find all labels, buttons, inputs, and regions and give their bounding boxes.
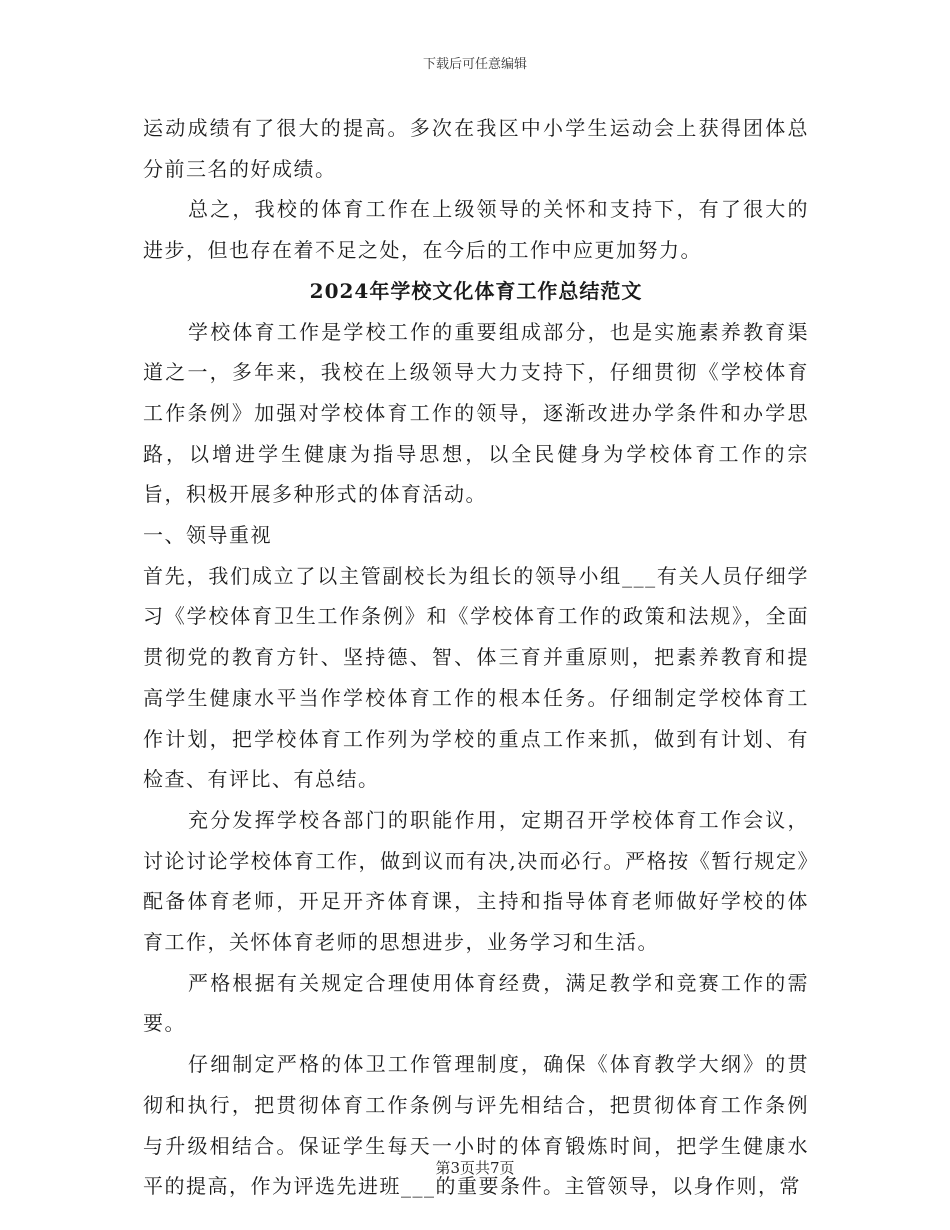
paragraph: 严格根据有关规定合理使用体育经费，满足教学和竞赛工作的需要。 bbox=[143, 970, 809, 1036]
section-heading: 一、领导重视 bbox=[143, 523, 272, 548]
page-number: 第3页共7页 bbox=[435, 1159, 515, 1177]
section-title: 2024年学校文化体育工作总结范文 bbox=[309, 278, 643, 303]
paragraph: 学校体育工作是学校工作的重要组成部分，也是实施素养教育渠道之一，多年来，我校在上级领导大力支持下，仔细贯彻《学校体育工作条例》加强对学校体育工作的领导，逐渐改进办学条件和办学思路，以增进学生健康为指导思想，以全民健身为学校体育工作的宗旨，积极开展多种形式的体育活动。 bbox=[143, 319, 809, 507]
paragraph: 运动成绩有了很大的提高。多次在我区中小学生运动会上获得团体总分前三名的好成绩。 bbox=[143, 116, 809, 181]
paragraph: 总之，我校的体育工作在上级领导的关怀和支持下，有了很大的进步，但也存在着不足之处，在今后的工作中应更加努力。 bbox=[143, 197, 809, 263]
header-note: 下载后可任意编辑 bbox=[422, 57, 527, 72]
paragraph: 仔细制定严格的体卫工作管理制度，确保《体育教学大纲》的贯彻和执行，把贯彻体育工作条例与评先相结合，把贯彻体育工作条例与升级相结合。保证学生每天一小时的体育锻炼时间，把学生健康水平的提高，作为评选先进班___的重要条件。主管领导，以身作则，常 bbox=[143, 1052, 809, 1199]
document-body bbox=[143, 108, 809, 1207]
paragraph: 充分发挥学校各部门的职能作用，定期召开学校体育工作会议，讨论讨论学校体育工作，做到议而有决,决而必行。严格按《暂行规定》配备体育老师，开足开齐体育课，主持和指导体育老师做好学校的体育工作，关怀体育老师的思想进步，业务学习和生活。 bbox=[143, 807, 809, 955]
paragraph: 首先，我们成立了以主管副校长为组长的领导小组___有关人员仔细学习《学校体育卫生工作条例》和《学校体育工作的政策和法规》，全面贯彻党的教育方针、坚持德、智、体三育并重原则，把素养教育和提高学生健康水平当作学校体育工作的根本任务。仔细制定学校体育工作计划，把学校体育工作列为学校的重点工作来抓，做到有计划、有检查、有评比、有总结。 bbox=[143, 563, 809, 792]
